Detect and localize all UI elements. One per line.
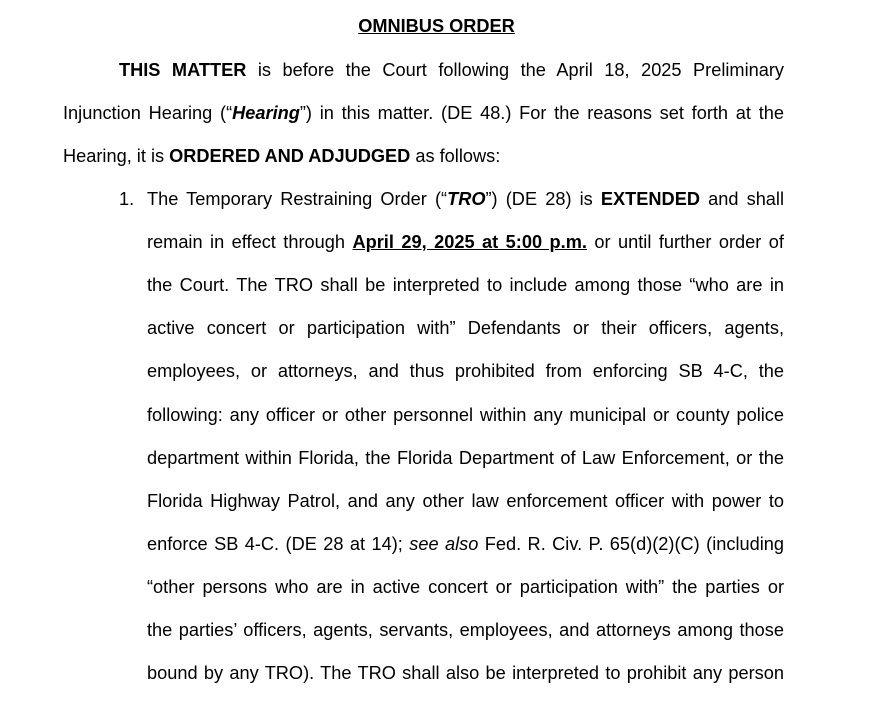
item-1-line-3: the Court. The TRO shall be interpreted to include among those “who are in bbox=[147, 275, 784, 295]
item-1-line-4: active concert or participation with” Defendants or their officers, agents, bbox=[147, 318, 784, 338]
tro-defined-term: TRO bbox=[447, 189, 486, 209]
paragraph-1-line-2 bbox=[63, 102, 784, 124]
hearing-defined-term: Hearing bbox=[232, 103, 300, 123]
text-run: is before the Court following the April 18, 2025 Preliminary bbox=[246, 60, 784, 80]
text-run: Hearing, it is bbox=[63, 146, 170, 166]
item-1-line-11: the parties’ officers, agents, servants, employees, and attorneys among those bbox=[147, 620, 784, 640]
item-1-line-2 bbox=[147, 231, 784, 253]
text-run: Injunction Hearing (“ bbox=[63, 103, 233, 123]
item-1-line-1 bbox=[147, 188, 784, 210]
text-run: enforce SB 4-C. (DE 28 at 14); bbox=[147, 534, 410, 554]
paragraph-1-line-1 bbox=[119, 59, 784, 81]
item-1-line-5: employees, or attorneys, and thus prohibited from enforcing SB 4-C, the bbox=[147, 361, 784, 381]
item-1-line-10: “other persons who are in active concert or participation with” the parties or bbox=[147, 577, 784, 597]
extended-bold: EXTENDED bbox=[600, 189, 700, 209]
ordered-adjudged-bold: ORDERED AND ADJUDGED bbox=[169, 146, 411, 166]
text-run: ”) in this matter. (DE 48.) For the reasons set forth at the bbox=[299, 103, 784, 123]
item-1-line-8: Florida Highway Patrol, and any other law enforcement officer with power to bbox=[147, 491, 784, 511]
item-1-line-7: department within Florida, the Florida Department of Law Enforcement, or the bbox=[147, 448, 784, 468]
document-title: OMNIBUS ORDER bbox=[358, 16, 515, 36]
item-1-line-6: following: any officer or other personnel within any municipal or county police bbox=[147, 405, 784, 425]
paragraph-1-line-3 bbox=[63, 145, 784, 167]
text-run: The Temporary Restraining Order (“ bbox=[147, 189, 448, 209]
text-run: Fed. R. Civ. P. 65(d)(2)(C) (including bbox=[478, 534, 784, 554]
item-1-line-9 bbox=[147, 533, 784, 555]
see-also-signal: see also bbox=[409, 534, 479, 554]
item-1-line-12: bound by any TRO). The TRO shall also be interpreted to prohibit any person bbox=[147, 663, 784, 683]
this-matter-bold: THIS MATTER bbox=[119, 60, 247, 80]
text-run: ”) (DE 28) is bbox=[485, 189, 601, 209]
text-run: and shall bbox=[699, 189, 785, 209]
item-1-number: 1. bbox=[119, 189, 135, 209]
expiration-date-bold: April 29, 2025 at 5:00 p.m. bbox=[352, 232, 587, 252]
text-run: as follows: bbox=[410, 146, 501, 166]
text-run: or until further order of bbox=[586, 232, 784, 252]
text-run: remain in effect through bbox=[147, 232, 353, 252]
